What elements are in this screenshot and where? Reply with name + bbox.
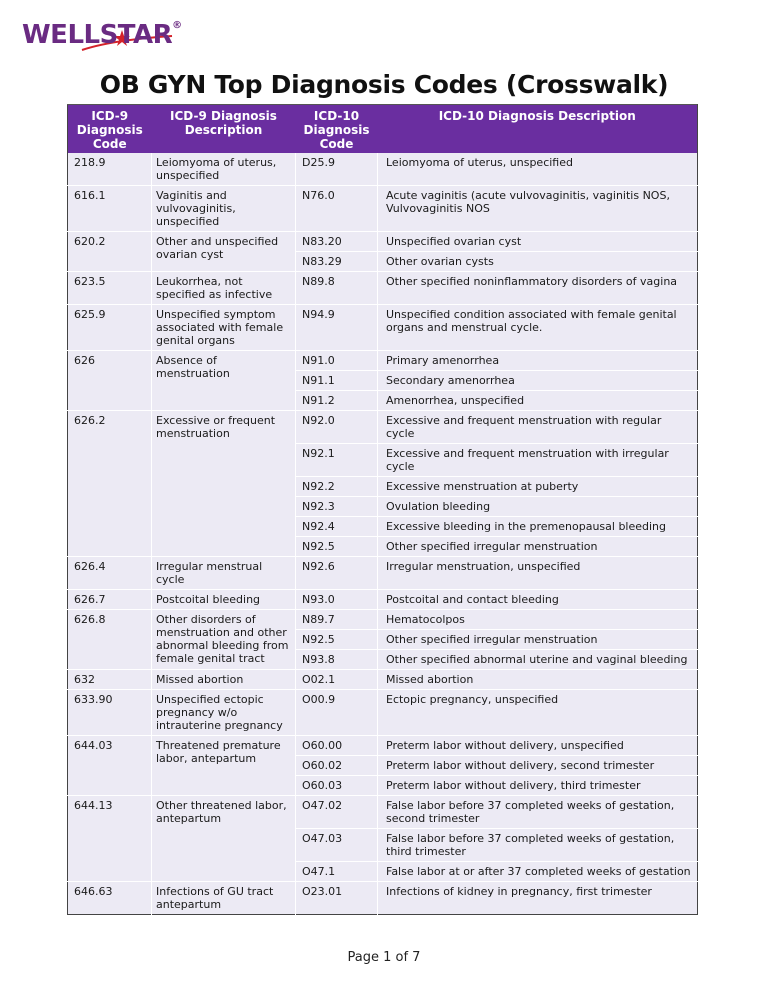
icd10-description-cell: Excessive and frequent menstruation with regular cycle: [378, 411, 698, 444]
icd10-description-cell: Preterm labor without delivery, third trimester: [378, 776, 698, 796]
icd9-code-cell: 633.90: [68, 690, 152, 736]
icd9-description-cell: Postcoital bleeding: [152, 590, 296, 610]
icd9-code-cell: 218.9: [68, 153, 152, 186]
icd10-description-cell: Other ovarian cysts: [378, 252, 698, 272]
icd10-code-cell: O47.03: [296, 829, 378, 862]
table-row: [68, 305, 698, 351]
icd9-description-cell: Unspecified symptom associated with female genital organs: [152, 305, 296, 351]
icd9-code-cell: 646.63: [68, 882, 152, 915]
icd10-description-cell: Primary amenorrhea: [378, 351, 698, 371]
icd9-description-cell: Absence of menstruation: [152, 351, 296, 411]
table-row: [68, 351, 698, 371]
icd10-code-cell: O60.02: [296, 756, 378, 776]
icd10-description-cell: Other specified noninflammatory disorders of vagina: [378, 272, 698, 305]
header-icd9-description: ICD-9 Diagnosis Description: [152, 105, 296, 154]
icd10-description-cell: Hematocolpos: [378, 610, 698, 630]
icd10-code-cell: N91.0: [296, 351, 378, 371]
icd10-description-cell: Infections of kidney in pregnancy, first trimester: [378, 882, 698, 915]
icd10-description-cell: Other specified abnormal uterine and vaginal bleeding: [378, 650, 698, 670]
table-row: [68, 882, 698, 915]
icd10-code-cell: N92.0: [296, 411, 378, 444]
icd9-description-cell: Threatened premature labor, antepartum: [152, 736, 296, 796]
icd9-description-cell: Vaginitis and vulvovaginitis, unspecified: [152, 186, 296, 232]
table-row: [68, 796, 698, 829]
icd10-description-cell: Irregular menstruation, unspecified: [378, 557, 698, 590]
icd10-code-cell: N92.6: [296, 557, 378, 590]
icd9-code-cell: 632: [68, 670, 152, 690]
icd10-description-cell: Missed abortion: [378, 670, 698, 690]
icd10-description-cell: Excessive and frequent menstruation with irregular cycle: [378, 444, 698, 477]
table-row: [68, 153, 698, 186]
icd9-description-cell: Missed abortion: [152, 670, 296, 690]
icd9-description-cell: Other and unspecified ovarian cyst: [152, 232, 296, 272]
icd10-code-cell: O60.00: [296, 736, 378, 756]
icd10-code-cell: N92.2: [296, 477, 378, 497]
icd10-code-cell: N92.4: [296, 517, 378, 537]
icd9-code-cell: 626.7: [68, 590, 152, 610]
table-row: [68, 557, 698, 590]
header-icd10-description: ICD-10 Diagnosis Description: [378, 105, 698, 154]
icd10-code-cell: N94.9: [296, 305, 378, 351]
icd10-description-cell: False labor at or after 37 completed weeks of gestation: [378, 862, 698, 882]
icd10-description-cell: Excessive menstruation at puberty: [378, 477, 698, 497]
icd9-code-cell: 626.2: [68, 411, 152, 557]
icd10-code-cell: N93.0: [296, 590, 378, 610]
icd9-description-cell: Leukorrhea, not specified as infective: [152, 272, 296, 305]
icd10-description-cell: Other specified irregular menstruation: [378, 537, 698, 557]
icd9-description-cell: Unspecified ectopic pregnancy w/o intrauterine pregnancy: [152, 690, 296, 736]
icd10-code-cell: N91.1: [296, 371, 378, 391]
icd9-code-cell: 623.5: [68, 272, 152, 305]
icd10-description-cell: Leiomyoma of uterus, unspecified: [378, 153, 698, 186]
icd9-description-cell: Irregular menstrual cycle: [152, 557, 296, 590]
icd10-code-cell: N93.8: [296, 650, 378, 670]
icd10-description-cell: Unspecified condition associated with female genital organs and menstrual cycle.: [378, 305, 698, 351]
icd10-code-cell: N92.5: [296, 537, 378, 557]
table-row: [68, 690, 698, 736]
table-row: [68, 670, 698, 690]
icd10-description-cell: Unspecified ovarian cyst: [378, 232, 698, 252]
icd10-description-cell: Preterm labor without delivery, unspecified: [378, 736, 698, 756]
icd10-description-cell: False labor before 37 completed weeks of gestation, second trimester: [378, 796, 698, 829]
icd9-description-cell: Other disorders of menstruation and other abnormal bleeding from female genital tract: [152, 610, 296, 670]
icd9-code-cell: 644.13: [68, 796, 152, 882]
header-icd9-code: ICD-9 Diagnosis Code: [68, 105, 152, 154]
icd10-description-cell: False labor before 37 completed weeks of gestation, third trimester: [378, 829, 698, 862]
header-icd10-code: ICD-10 Diagnosis Code: [296, 105, 378, 154]
icd9-code-cell: 626.4: [68, 557, 152, 590]
icd10-description-cell: Ovulation bleeding: [378, 497, 698, 517]
table-row: [68, 590, 698, 610]
icd10-code-cell: N92.3: [296, 497, 378, 517]
icd10-code-cell: O23.01: [296, 882, 378, 915]
icd9-description-cell: Infections of GU tract antepartum: [152, 882, 296, 915]
icd10-code-cell: N92.1: [296, 444, 378, 477]
icd10-description-cell: Postcoital and contact bleeding: [378, 590, 698, 610]
page-title: OB GYN Top Diagnosis Codes (Crosswalk): [99, 70, 669, 99]
table-row: [68, 232, 698, 252]
icd10-description-cell: Acute vaginitis (acute vulvovaginitis, vaginitis NOS, Vulvovaginitis NOS: [378, 186, 698, 232]
icd10-code-cell: O60.03: [296, 776, 378, 796]
icd10-code-cell: N89.8: [296, 272, 378, 305]
page-number: Page 1 of 7: [347, 950, 421, 965]
icd9-code-cell: 616.1: [68, 186, 152, 232]
icd10-code-cell: N89.7: [296, 610, 378, 630]
icd9-description-cell: Leiomyoma of uterus, unspecified: [152, 153, 296, 186]
icd10-code-cell: N76.0: [296, 186, 378, 232]
icd10-description-cell: Secondary amenorrhea: [378, 371, 698, 391]
icd9-description-cell: Other threatened labor, antepartum: [152, 796, 296, 882]
table-row: [68, 186, 698, 232]
icd10-description-cell: Excessive bleeding in the premenopausal bleeding: [378, 517, 698, 537]
table-row: [68, 272, 698, 305]
table-row: [68, 610, 698, 630]
table-header-row: [68, 105, 698, 154]
table-row: [68, 411, 698, 444]
icd10-description-cell: Other specified irregular menstruation: [378, 630, 698, 650]
icd10-code-cell: N91.2: [296, 391, 378, 411]
crosswalk-table: [67, 104, 698, 915]
icd10-code-cell: O02.1: [296, 670, 378, 690]
icd10-description-cell: Ectopic pregnancy, unspecified: [378, 690, 698, 736]
icd10-code-cell: N83.20: [296, 232, 378, 252]
icd9-code-cell: 644.03: [68, 736, 152, 796]
icd10-code-cell: O47.02: [296, 796, 378, 829]
icd10-code-cell: O47.1: [296, 862, 378, 882]
icd10-code-cell: D25.9: [296, 153, 378, 186]
icd10-code-cell: O00.9: [296, 690, 378, 736]
icd9-description-cell: Excessive or frequent menstruation: [152, 411, 296, 557]
icd10-code-cell: N92.5: [296, 630, 378, 650]
icd9-code-cell: 626.8: [68, 610, 152, 670]
logo-wordmark: WELLSTAR®: [22, 20, 182, 50]
icd9-code-cell: 625.9: [68, 305, 152, 351]
icd10-code-cell: N83.29: [296, 252, 378, 272]
icd10-description-cell: Preterm labor without delivery, second trimester: [378, 756, 698, 776]
icd10-description-cell: Amenorrhea, unspecified: [378, 391, 698, 411]
icd9-code-cell: 620.2: [68, 232, 152, 272]
icd9-code-cell: 626: [68, 351, 152, 411]
table-row: [68, 736, 698, 756]
